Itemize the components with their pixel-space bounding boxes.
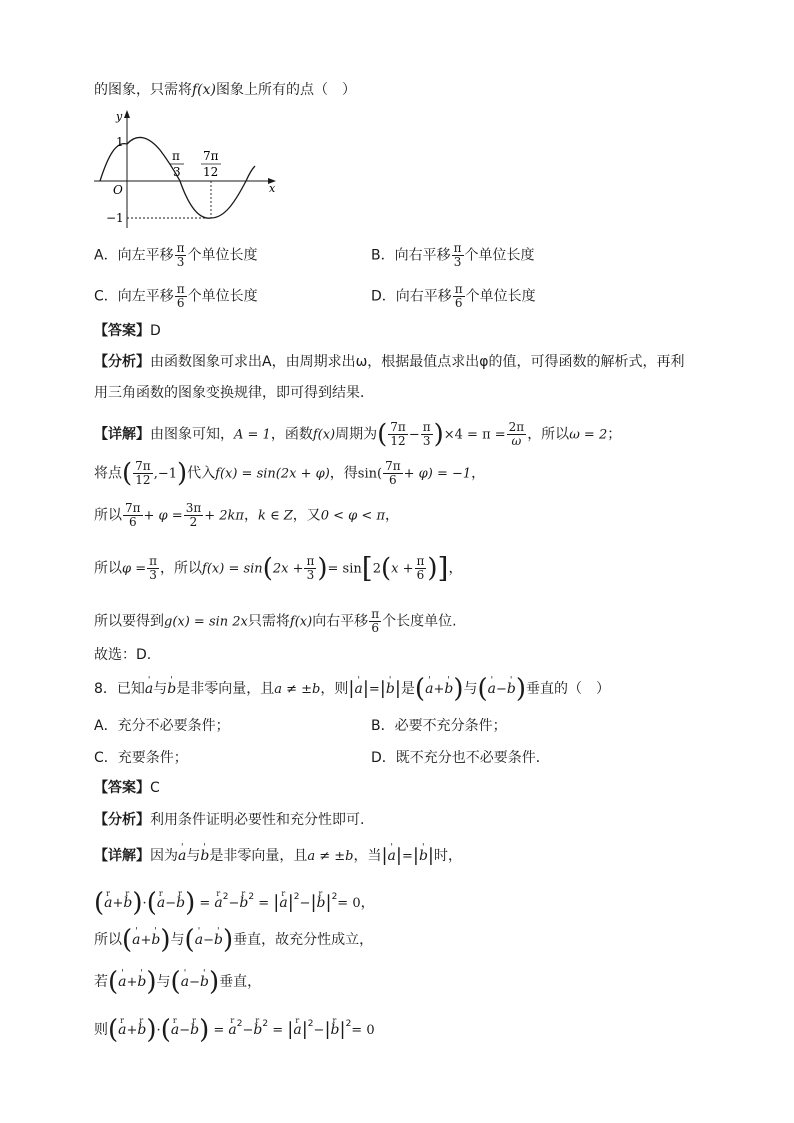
q7-option-d-tail: 个单位长度 — [465, 288, 536, 305]
frac-den: 6 — [454, 296, 463, 310]
text: ， — [243, 507, 258, 524]
detail-tag: 【详解】 — [94, 426, 150, 443]
frac-den: 6 — [176, 296, 185, 310]
paren: ( — [122, 458, 133, 489]
paren: ( — [94, 888, 105, 918]
q7-analysis-line1 — [94, 352, 685, 372]
paren: ) — [208, 967, 220, 997]
q7-option-a-frac — [175, 242, 187, 269]
q7-stem-tail: 图象上所有的点（ ） — [216, 82, 357, 98]
frac-den: 6 — [416, 568, 425, 582]
frac-num: 2π — [508, 420, 525, 434]
q7-detail-line1: 【详解】由图象可知，A = 1，函数f(x)周期为( $\frac{7\pi}{12}$ − $\frac{\pi}{3}$ )×4 = π = $\frac{2\pi}{\omega}$ ，所以ω = 2； — [94, 419, 622, 450]
math: = 0 — [351, 1023, 375, 1038]
q7-option-d-label: D．向右平移 — [371, 288, 452, 305]
frac-den: 6 — [371, 621, 379, 635]
text: 由图象可知， — [150, 426, 234, 443]
text: 与 — [170, 932, 185, 948]
math: 2x + — [272, 561, 304, 577]
q8-option-a — [94, 716, 230, 736]
frac-den: 3 — [176, 255, 185, 269]
math: = sin — [327, 561, 362, 577]
text: 垂直， — [219, 974, 262, 990]
sine-graph — [94, 108, 284, 230]
frac-num: π — [149, 554, 158, 568]
text: ，得 — [329, 465, 358, 482]
paren: ( — [146, 888, 157, 918]
frac — [133, 460, 153, 487]
text: ，所以 — [527, 426, 570, 443]
tick2-den: 12 — [203, 165, 219, 179]
frac-den: 3 — [453, 255, 462, 269]
q7-option-d-frac — [453, 283, 465, 310]
q8-answer — [94, 778, 160, 798]
frac-num: 3π — [185, 501, 202, 515]
text: 若 — [94, 974, 108, 990]
frac — [421, 421, 433, 448]
math: f(x) — [312, 427, 336, 443]
math: + φ = — [143, 508, 183, 524]
frac — [184, 502, 204, 529]
math: + φ) = −1 — [403, 466, 472, 482]
math: f(x) — [289, 614, 313, 630]
q7-option-a — [94, 242, 257, 269]
frac-num: 7π — [135, 459, 151, 473]
math: g(x) = sin 2x — [164, 614, 248, 630]
y-axis-arrow-icon — [124, 110, 130, 118]
math: A = 1 — [234, 427, 271, 443]
paren: ( — [108, 967, 119, 997]
y-min-label: −1 — [106, 211, 124, 225]
q7-option-b — [371, 242, 535, 269]
text: 垂直，故充分性成立， — [233, 932, 374, 948]
frac-num: π — [176, 282, 185, 296]
q8-detail-line4: 若(' a+' b)与(' a−' b)垂直， — [94, 972, 261, 993]
analysis-text: 由函数图象可求出A，由周期求出ω，根据最值点求出φ的值，可得函数的解析式，再利 — [150, 354, 685, 370]
paren: ) — [185, 888, 196, 918]
paren: ( — [170, 967, 181, 997]
frac-num: π — [422, 420, 431, 434]
frac-den: 6 — [389, 473, 397, 487]
paren: ) — [146, 1015, 157, 1045]
frac-num: 7π — [390, 420, 406, 434]
math: a ≠ ±b — [307, 849, 354, 864]
math: = 0 — [337, 896, 361, 911]
frac-den: 3 — [422, 434, 431, 448]
frac-den: 2 — [189, 515, 198, 529]
text: 所以 — [94, 560, 122, 577]
q7-option-c — [94, 283, 258, 310]
frac-den: 6 — [128, 515, 137, 529]
math: sin( — [357, 466, 383, 482]
q7-option-a-label: A．向左平移 — [94, 247, 174, 264]
answer-value: D — [150, 323, 161, 339]
q8-option-d — [371, 748, 550, 768]
frac-num: π — [416, 554, 425, 568]
paren: ) — [222, 925, 234, 955]
frac — [147, 555, 159, 582]
analysis-text: 用三角函数的图象变换规律，即可得到结果． — [94, 385, 374, 401]
text: 个长度单位. — [382, 613, 457, 630]
q8-detail-line1: 【详解】因为' a与' b是非零向量，且a ≠ ±b，当|' a|=|' b|时， — [94, 846, 462, 867]
text: 与 — [156, 974, 171, 990]
frac-den: 3 — [149, 568, 157, 582]
q8-detail-line5: 则(r a+r b)·(r a−r b) = r $a^2-r$ $b^2 = |r$ $a|^2-|r$ $b|^2= 0$ — [94, 1014, 375, 1041]
text: 8．已知 — [94, 681, 145, 697]
text: 所以要得到 — [94, 613, 164, 630]
text: 因为 — [150, 848, 178, 864]
text: 所以 — [94, 932, 122, 948]
choose-text: 故选：D. — [94, 647, 152, 663]
x-axis-label: x — [269, 182, 276, 195]
text: ，函数 — [270, 426, 313, 443]
option-text: A．充分不必要条件； — [94, 718, 230, 734]
paren: ) — [176, 458, 188, 489]
q7-option-c-tail: 个单位长度 — [187, 288, 258, 305]
analysis-tag: 【分析】 — [94, 354, 150, 370]
math: f(x) = sin — [202, 561, 263, 577]
text: 只需将 — [247, 613, 290, 630]
text: 与 — [186, 848, 201, 864]
frac — [388, 421, 408, 448]
paren: ) — [433, 419, 444, 450]
frac — [369, 608, 381, 635]
tick1-den: 3 — [173, 165, 181, 179]
frac-den: 12 — [390, 434, 406, 448]
math: + 2kπ — [204, 508, 244, 524]
q7-option-d — [371, 283, 536, 310]
paren: ( — [108, 1015, 119, 1045]
frac — [507, 421, 527, 448]
text: ，当 — [353, 848, 382, 864]
paren: ( — [122, 925, 133, 955]
q8-option-c — [94, 748, 188, 768]
math: x + — [391, 561, 414, 577]
paren: ( — [160, 1015, 171, 1045]
q7-stem-text: 的图象，只需将 — [94, 82, 192, 98]
analysis-text: 利用条件证明必要性和充分性即可. — [150, 812, 365, 828]
text: 是非零向量，且 — [209, 848, 308, 864]
q7-option-a-tail: 个单位长度 — [187, 247, 258, 264]
paren: ) — [427, 553, 438, 584]
q7-answer — [94, 321, 161, 341]
text: 向右平移 — [312, 613, 369, 630]
text: 是非零向量，且 — [176, 681, 275, 697]
frac — [415, 555, 427, 582]
text: 垂直的（ ） — [526, 681, 611, 697]
text: 周期为 — [335, 426, 378, 443]
paren: ) — [515, 674, 527, 704]
option-text: C．充要条件； — [94, 750, 188, 766]
paren: ) — [317, 553, 328, 584]
text: 所以 — [94, 507, 122, 524]
paren: ( — [262, 553, 273, 584]
text: 代入 — [187, 465, 216, 482]
paren: ( — [380, 553, 392, 584]
frac — [304, 555, 316, 582]
origin-label: O — [113, 183, 123, 197]
paren: ) — [453, 674, 464, 704]
frac-num: π — [454, 282, 463, 296]
q7-option-c-frac — [175, 283, 187, 310]
q8-detail-line2: (r a+r b)·(r a−r b) = r $a^2-r$ $b^2 = |r$ $a|^2-|r$ $b|^2= 0$， — [94, 887, 375, 914]
paren: ) — [132, 888, 143, 918]
math: a ≠ ±b — [274, 682, 321, 697]
q8-analysis — [94, 810, 364, 830]
tick2-num: 7π — [203, 149, 219, 163]
frac-num: π — [176, 241, 185, 255]
text: ，又 — [292, 507, 321, 524]
text: ； — [607, 426, 622, 443]
text: 是 — [400, 681, 415, 697]
frac — [383, 460, 403, 487]
paren: ) — [199, 1015, 210, 1045]
paren: ) — [146, 967, 157, 997]
q8-stem: 8．已知' a与' b是非零向量，且a ≠ ±b，则|' a|=|' b|是(' a+' b)与(' a−' b)垂直的（ ） — [94, 679, 610, 700]
text: 与 — [463, 681, 478, 697]
bracket: [ — [361, 551, 373, 585]
y-max-label: 1 — [116, 135, 124, 149]
text: ， — [384, 507, 399, 524]
q7-detail-line5 — [94, 608, 457, 635]
q7-option-b-tail: 个单位长度 — [464, 247, 535, 264]
answer-tag: 【答案】 — [94, 323, 150, 339]
frac-den: ω — [511, 434, 522, 448]
frac-den: 3 — [306, 568, 315, 582]
option-text: B．必要不充分条件； — [371, 718, 507, 734]
math: 2 — [372, 561, 381, 577]
q7-detail-line2: 将点( $\frac{7\pi}{12}$ ,−1)代入f(x) = sin(2x + φ)，得sin( $\frac{7\pi}{6}$ + φ) = −1， — [94, 458, 486, 489]
frac-num: π — [371, 607, 380, 621]
answer-tag: 【答案】 — [94, 780, 150, 796]
q7-stem — [94, 80, 356, 100]
frac-num: 7π — [385, 459, 401, 473]
text: 时， — [434, 848, 462, 864]
math: ω = 2 — [569, 427, 608, 443]
text: ， — [448, 560, 463, 577]
analysis-tag: 【分析】 — [94, 812, 150, 828]
math: ×4 = π = — [443, 427, 506, 443]
text: ，所以 — [160, 560, 203, 577]
detail-tag: 【详解】 — [94, 848, 150, 864]
q7-option-b-frac — [452, 242, 464, 269]
q7-stem-func: f(x) — [192, 82, 217, 98]
math: k ∈ Z — [257, 508, 293, 524]
text: ，则 — [320, 681, 349, 697]
paren: ( — [184, 925, 195, 955]
paren: ( — [377, 419, 388, 450]
q8-option-b — [371, 716, 507, 736]
math: φ = — [122, 561, 147, 577]
text: 将点 — [94, 465, 122, 482]
q7-option-c-label: C．向左平移 — [94, 288, 174, 305]
text: 与 — [153, 681, 168, 697]
q7-option-b-label: B．向右平移 — [371, 247, 451, 264]
paren: ( — [477, 674, 488, 704]
math: f(x) = sin(2x + φ) — [215, 466, 330, 482]
q7-analysis-line2 — [94, 383, 374, 403]
frac — [123, 502, 143, 529]
tick1-num: π — [172, 149, 180, 163]
frac-num: π — [306, 554, 315, 568]
answer-value: C — [150, 780, 160, 796]
text: 则 — [94, 1022, 108, 1038]
text: ， — [471, 465, 486, 482]
y-axis-label: y — [116, 110, 123, 123]
q8-detail-line3: 所以(' a+' b)与(' a−' b)垂直，故充分性成立， — [94, 930, 373, 951]
bracket: ] — [437, 551, 449, 585]
q7-choose — [94, 645, 151, 665]
frac-num: π — [453, 241, 462, 255]
frac-num: 7π — [125, 501, 141, 515]
math: 0 < φ < π — [320, 508, 385, 524]
paren: ( — [414, 674, 426, 704]
paren: ) — [160, 925, 171, 955]
option-text: D．既不充分也不必要条件． — [371, 750, 550, 766]
frac-den: 12 — [135, 473, 151, 487]
q7-detail-line4 — [94, 551, 463, 585]
q7-detail-line3 — [94, 502, 399, 529]
